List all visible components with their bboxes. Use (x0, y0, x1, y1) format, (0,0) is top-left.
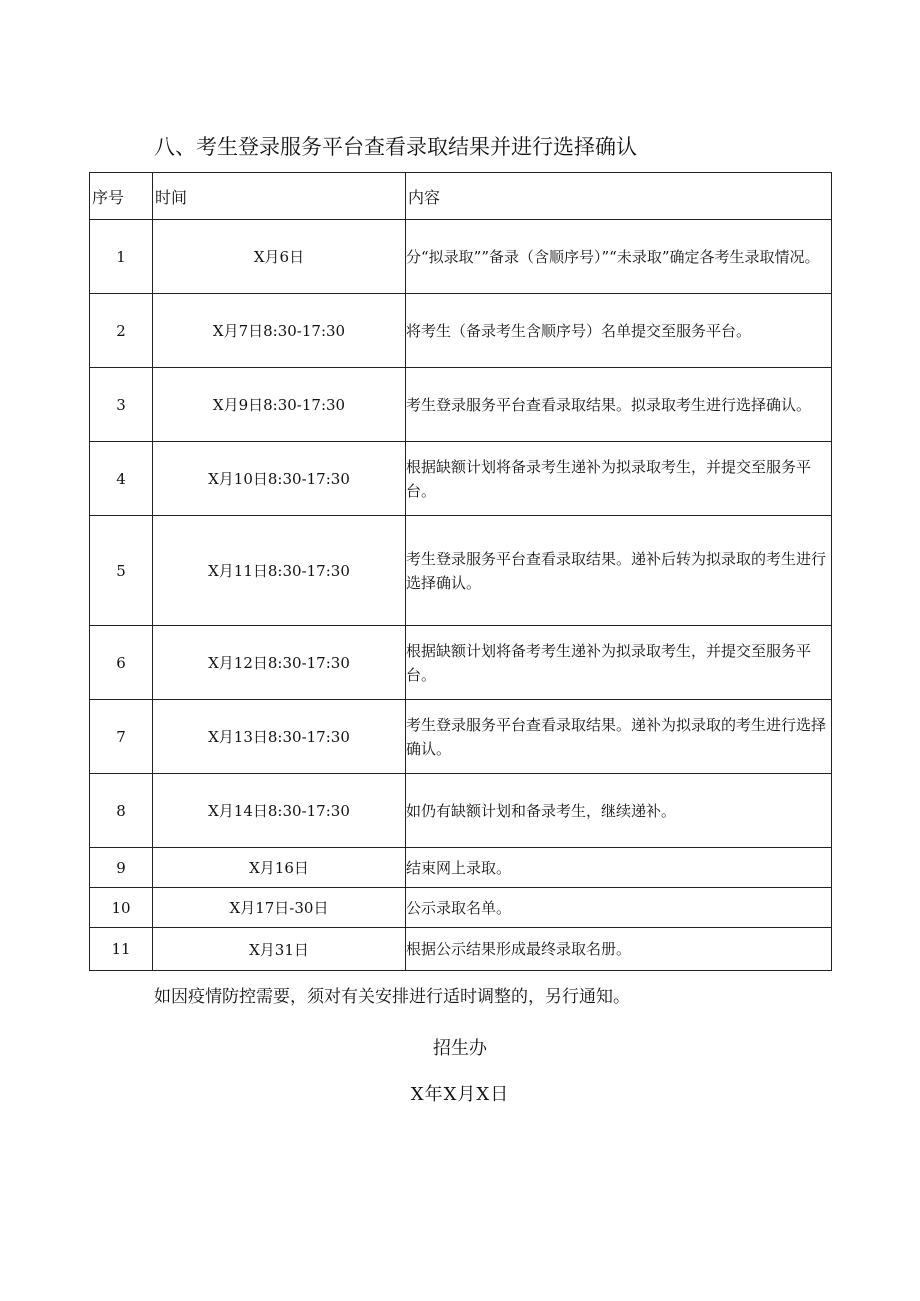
table-row (90, 774, 832, 848)
row-time: X月17日-30日 (153, 888, 406, 928)
row-no: 4 (90, 442, 153, 516)
row-content: 考生登录服务平台查看录取结果。递补为拟录取的考生进行选择确认。 (406, 700, 832, 774)
row-no: 9 (90, 848, 153, 888)
row-content: 根据缺额计划将备考考生递补为拟录取考生，并提交至服务平台。 (406, 626, 832, 700)
section-heading: 八、考生登录服务平台查看录取结果并进行选择确认 (154, 135, 637, 159)
row-content: 如仍有缺额计划和备录考生，继续递补。 (406, 774, 832, 848)
row-time: X月13日8:30-17:30 (153, 700, 406, 774)
header-content: 内容 (406, 173, 832, 220)
row-time: X月10日8:30-17:30 (153, 442, 406, 516)
row-no: 11 (90, 928, 153, 971)
issuing-office-label: 招生办 (433, 1038, 487, 1059)
row-time: X月7日8:30-17:30 (153, 294, 406, 368)
row-time: X月14日8:30-17:30 (153, 774, 406, 848)
row-content: 将考生（备录考生含顺序号）名单提交至服务平台。 (406, 294, 832, 368)
table-header-row (90, 173, 832, 220)
row-time: X月9日8:30-17:30 (153, 368, 406, 442)
adjustment-note: 如因疫情防控需要，须对有关安排进行适时调整的，另行通知。 (154, 987, 630, 1007)
row-content: 根据公示结果形成最终录取名册。 (406, 928, 832, 971)
row-no: 2 (90, 294, 153, 368)
row-no: 6 (90, 626, 153, 700)
header-no: 序号 (90, 173, 153, 220)
row-time: X月31日 (153, 928, 406, 971)
table-row (90, 848, 832, 888)
table-row (90, 888, 832, 928)
table-row (90, 516, 832, 626)
table-row (90, 442, 832, 516)
table-row (90, 928, 832, 971)
row-content: 考生登录服务平台查看录取结果。递补后转为拟录取的考生进行选择确认。 (406, 516, 832, 626)
row-time: X月6日 (153, 220, 406, 294)
issuing-office (0, 1034, 920, 1064)
row-time: X月16日 (153, 848, 406, 888)
row-content: 考生登录服务平台查看录取结果。拟录取考生进行选择确认。 (406, 368, 832, 442)
header-time: 时间 (153, 173, 406, 220)
admission-schedule-table (89, 172, 832, 971)
issue-date: X年X月X日 (410, 1084, 510, 1105)
row-no: 7 (90, 700, 153, 774)
row-no: 3 (90, 368, 153, 442)
row-content: 分“拟录取””备录（含顺序号）”“未录取”确定各考生录取情况。 (406, 220, 832, 294)
table-row (90, 220, 832, 294)
row-content: 公示录取名单。 (406, 888, 832, 928)
table-row (90, 368, 832, 442)
row-time: X月12日8:30-17:30 (153, 626, 406, 700)
row-content: 根据缺额计划将备录考生递补为拟录取考生，并提交至服务平台。 (406, 442, 832, 516)
row-no: 10 (90, 888, 153, 928)
row-time: X月11日8:30-17:30 (153, 516, 406, 626)
table-row (90, 700, 832, 774)
row-no: 8 (90, 774, 153, 848)
row-no: 1 (90, 220, 153, 294)
row-no: 5 (90, 516, 153, 626)
row-content: 结束网上录取。 (406, 848, 832, 888)
table-row (90, 626, 832, 700)
table-row (90, 294, 832, 368)
